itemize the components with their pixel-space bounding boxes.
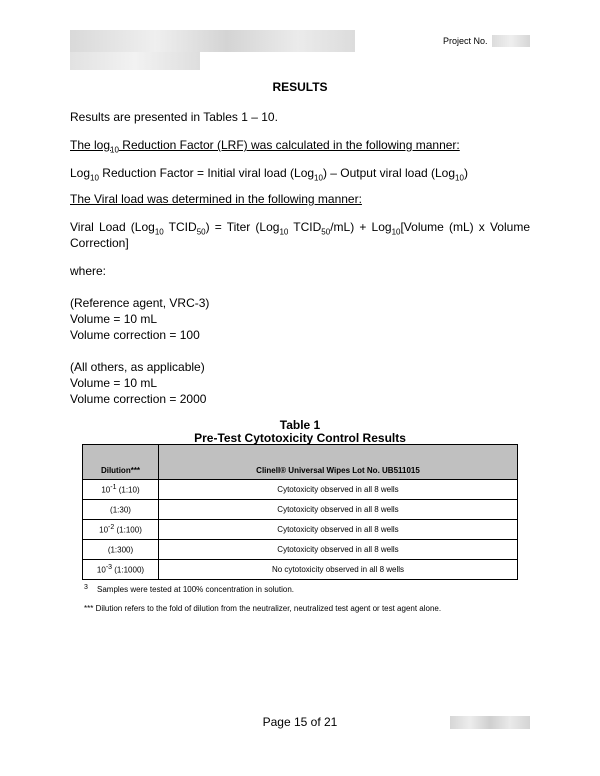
page-number: Page 15 of 21	[262, 715, 338, 729]
redacted-footer-code	[450, 716, 530, 729]
table-row	[83, 500, 518, 520]
result-cell: No cytotoxicity observed in all 8 wells	[159, 560, 518, 580]
redacted-header-block	[70, 30, 355, 52]
lrf-intro: The $\log_{10}$ Reduction Factor (LRF) was calculated in the following manner:	[70, 138, 460, 155]
lrf-formula: Log$_{10}$ Reduction Factor = Initial viral load (Log$_{10}$) – Output viral load (Log$_{10}$)	[70, 166, 468, 183]
ref-volume-correction: Volume correction = 100	[70, 328, 200, 342]
cytotoxicity-table	[82, 444, 518, 580]
others-label: (All others, as applicable)	[70, 360, 205, 374]
footnote-3-mark: 3	[84, 584, 88, 591]
header-dilution: Dilution***	[83, 445, 159, 480]
footnote-3-text: Samples were tested at 100% concentration in solution.	[97, 585, 295, 594]
table-row	[83, 520, 518, 540]
dilution-cell: (1:300)	[83, 540, 159, 560]
results-heading: RESULTS	[272, 80, 328, 94]
redacted-header-block-2	[70, 52, 200, 70]
header-lot: Clinell® Universal Wipes Lot No. UB511015	[159, 445, 518, 480]
viral-load-intro: The Viral load was determined in the following manner:	[70, 192, 362, 206]
intro-text: Results are presented in Tables 1 – 10.	[70, 110, 278, 124]
result-cell: Cytotoxicity observed in all 8 wells	[159, 540, 518, 560]
result-cell: Cytotoxicity observed in all 8 wells	[159, 480, 518, 500]
where-label: where:	[70, 264, 107, 278]
viral-load-formula-line2: Correction]	[70, 236, 129, 250]
dilution-cell: $10^{-3}$ (1:1000)	[83, 560, 159, 580]
ref-volume: Volume = 10 mL	[70, 312, 158, 326]
others-volume-correction: Volume correction = 2000	[70, 392, 207, 406]
others-volume: Volume = 10 mL	[70, 376, 158, 390]
redacted-project-number	[492, 35, 530, 47]
table-header-row	[83, 445, 518, 480]
table-row	[83, 480, 518, 500]
table-subtitle: Pre-Test Cytotoxicity Control Results	[194, 431, 406, 445]
ref-agent-label: (Reference agent, VRC-3)	[70, 296, 210, 310]
footnote-dilution: *** Dilution refers to the fold of dilution from the neutralizer, neutralized test agent or test agent alone.	[84, 604, 442, 613]
viral-load-formula: Viral Load (Log$_{10}$ $TCID_{50}$) = Titer (Log$_{10}$ $TCID_{50}/mL$) + Log$_{10}$[Volume (mL) x Volume	[70, 220, 530, 237]
table-row	[83, 540, 518, 560]
result-cell: Cytotoxicity observed in all 8 wells	[159, 520, 518, 540]
dilution-cell: $10^{-1}$ (1:10)	[83, 480, 159, 500]
project-label: Project No.	[443, 36, 488, 46]
dilution-cell: $10^{-2}$ (1:100)	[83, 520, 159, 540]
dilution-cell: (1:30)	[83, 500, 159, 520]
table-title: Table 1	[279, 418, 321, 432]
result-cell: Cytotoxicity observed in all 8 wells	[159, 500, 518, 520]
table-row	[83, 560, 518, 580]
